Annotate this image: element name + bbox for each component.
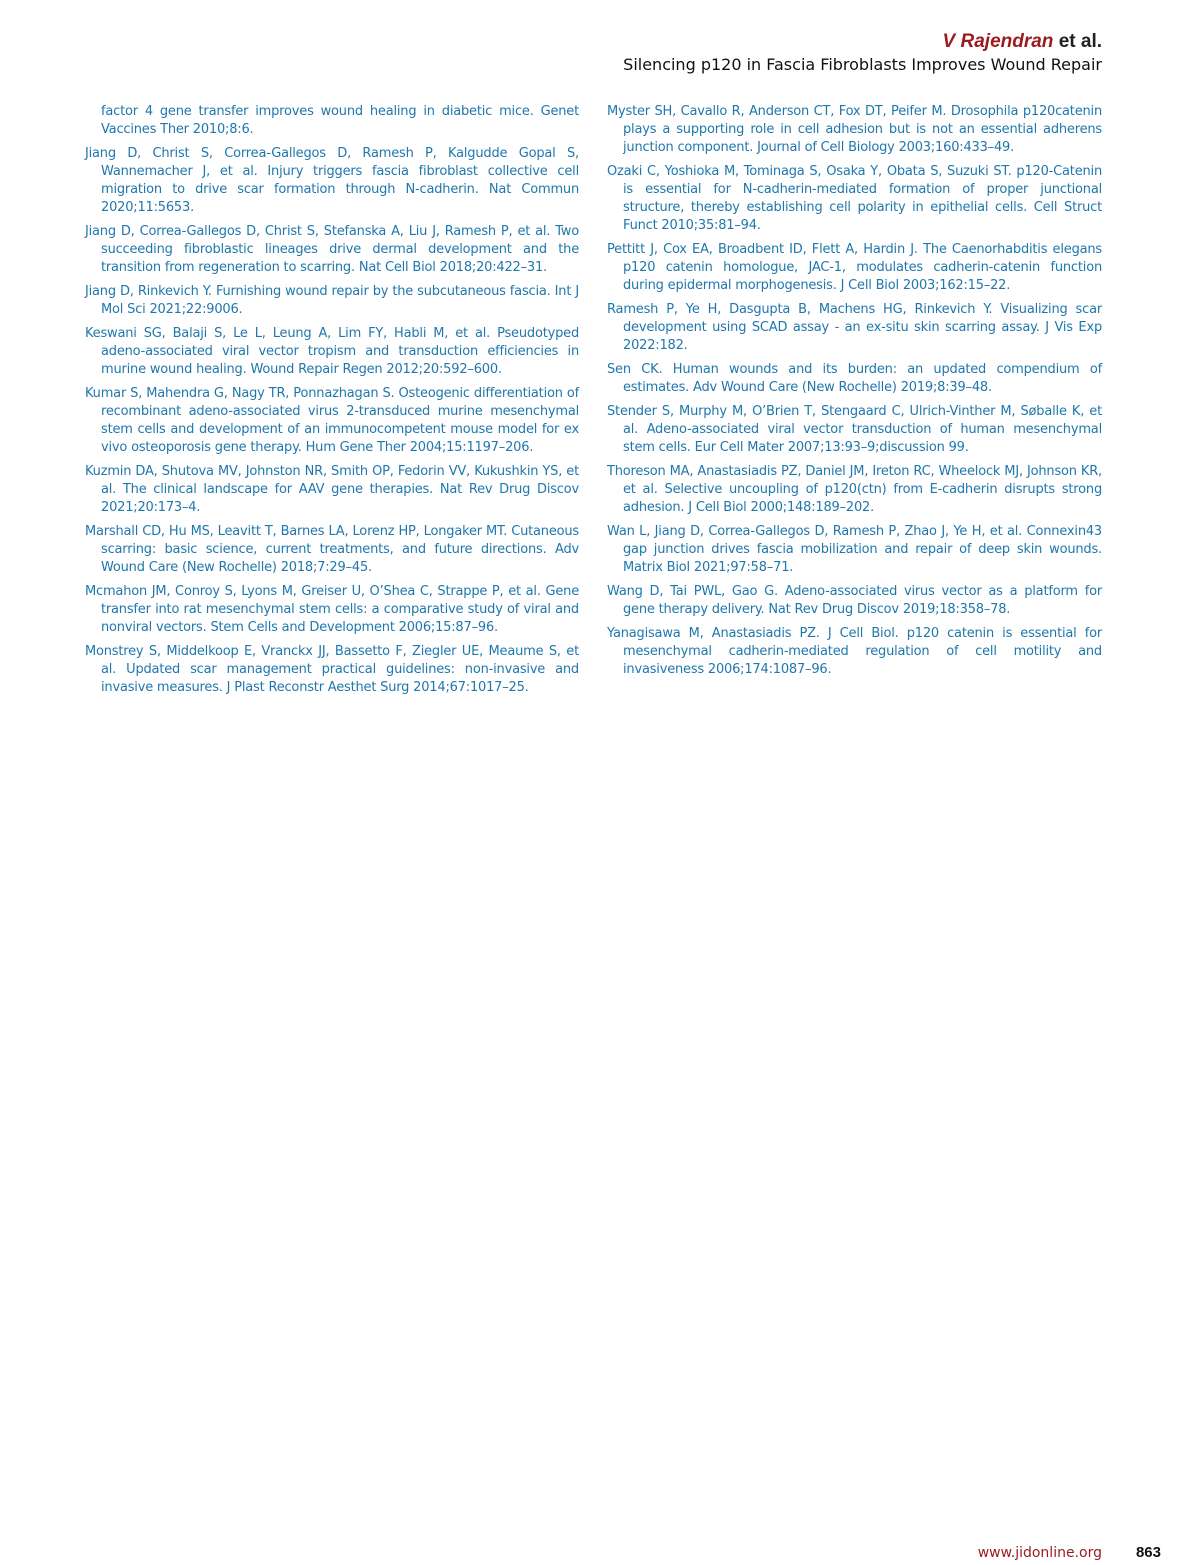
reference-item[interactable]: Monstrey S, Middelkoop E, Vranckx JJ, Bassetto F, Ziegler UE, Meaume S, et al. Updated scar management practical guidelines: non-invasive and invasive measures. J Plast Reconstr Aesthet Surg 2014;67:1017–25. — [85, 644, 579, 695]
running-header — [623, 30, 1102, 75]
reference-item[interactable]: Keswani SG, Balaji S, Le L, Leung A, Lim FY, Habli M, et al. Pseudotyped adeno-associated viral vector tropism and transduction efficiencies in murine wound healing. Wound Repair Regen 2012;20:592–600. — [85, 326, 579, 377]
reference-item[interactable]: Kuzmin DA, Shutova MV, Johnston NR, Smith OP, Fedorin VV, Kukushkin YS, et al. The clinical landscape for AAV gene therapies. Nat Rev Drug Discov 2021;20:173–4. — [85, 464, 579, 515]
author-name: V Rajendran — [942, 31, 1054, 52]
article-short-title: Silencing p120 in Fascia Fibroblasts Improves Wound Repair — [623, 55, 1102, 74]
reference-item[interactable]: Wang D, Tai PWL, Gao G. Adeno-associated virus vector as a platform for gene therapy delivery. Nat Rev Drug Discov 2019;18:358–78. — [607, 584, 1102, 617]
reference-item[interactable]: Mcmahon JM, Conroy S, Lyons M, Greiser U, O’Shea C, Strappe P, et al. Gene transfer into rat mesenchymal stem cells: a comparative study of viral and nonviral vectors. Stem Cells and Development 2006;15:87–96. — [85, 584, 579, 635]
page-number: 863 — [1135, 1544, 1161, 1561]
reference-item[interactable]: Sen CK. Human wounds and its burden: an updated compendium of estimates. Adv Wound Care (New Rochelle) 2019;8:39–48. — [607, 362, 1102, 395]
reference-item[interactable]: Thoreson MA, Anastasiadis PZ, Daniel JM, Ireton RC, Wheelock MJ, Johnson KR, et al. Selective uncoupling of p120(ctn) from E-cadherin disrupts strong adhesion. J Cell Biol 2000;148:189–202. — [607, 464, 1102, 515]
reference-item[interactable]: Yanagisawa M, Anastasiadis PZ. J Cell Biol. p120 catenin is essential for mesenchymal cadherin-mediated regulation of cell motility and invasiveness 2006;174:1087–96. — [607, 626, 1102, 677]
journal-url-link[interactable]: www.jidonline.org — [977, 1545, 1102, 1561]
reference-item[interactable]: Jiang D, Correa-Gallegos D, Christ S, Stefanska A, Liu J, Ramesh P, et al. Two succeeding fibroblastic lineages drive dermal development and the transition from regeneration to scarring. Nat Cell Biol 2018;20:422–31. — [85, 224, 579, 275]
reference-item[interactable]: Wan L, Jiang D, Correa-Gallegos D, Ramesh P, Zhao J, Ye H, et al. Connexin43 gap junction drives fascia mobilization and repair of deep skin wounds. Matrix Biol 2021;97:58–71. — [607, 524, 1102, 575]
reference-item[interactable]: Jiang D, Christ S, Correa-Gallegos D, Ramesh P, Kalgudde Gopal S, Wannemacher J, et al. Injury triggers fascia fibroblast collective cell migration to drive scar formation through N-cadherin. Nat Commun 2020;11:5653. — [85, 146, 579, 215]
reference-item[interactable]: factor 4 gene transfer improves wound healing in diabetic mice. Genet Vaccines Ther 2010;8:6. — [101, 104, 579, 137]
references-right-column — [607, 103, 1102, 685]
reference-item[interactable]: Myster SH, Cavallo R, Anderson CT, Fox DT, Peifer M. Drosophila p120catenin plays a supporting role in cell adhesion but is not an essential adherens junction component. Journal of Cell Biology 2003;160:433–49. — [607, 104, 1102, 155]
reference-item[interactable]: Marshall CD, Hu MS, Leavitt T, Barnes LA, Lorenz HP, Longaker MT. Cutaneous scarring: basic science, current treatments, and future directions. Adv Wound Care (New Rochelle) 2018;7:29–45. — [85, 524, 579, 575]
author-line — [623, 30, 1102, 54]
author-suffix: et al. — [1053, 31, 1102, 52]
reference-item[interactable]: Pettitt J, Cox EA, Broadbent ID, Flett A, Hardin J. The Caenorhabditis elegans p120 catenin homologue, JAC-1, modulates cadherin-catenin function during epidermal morphogenesis. J Cell Biol 2003;162:15–22. — [607, 242, 1102, 293]
reference-item[interactable]: Ozaki C, Yoshioka M, Tominaga S, Osaka Y, Obata S, Suzuki ST. p120-Catenin is essential for N-cadherin-mediated formation of proper junctional structure, thereby establishing cell polarity in epithelial cells. Cell Struct Funct 2010;35:81–94. — [607, 164, 1102, 233]
reference-item[interactable]: Ramesh P, Ye H, Dasgupta B, Machens HG, Rinkevich Y. Visualizing scar development using SCAD assay - an ex-situ skin scarring assay. J Vis Exp 2022:182. — [607, 302, 1102, 353]
references-left-column — [85, 103, 579, 703]
reference-item[interactable]: Kumar S, Mahendra G, Nagy TR, Ponnazhagan S. Osteogenic differentiation of recombinant adeno-associated virus 2-transduced murine mesenchymal stem cells and development of an immunocompetent mouse model for ex vivo osteoporosis gene therapy. Hum Gene Ther 2004;15:1197–206. — [85, 386, 579, 455]
page-footer — [0, 1543, 1187, 1563]
reference-item[interactable]: Jiang D, Rinkevich Y. Furnishing wound repair by the subcutaneous fascia. Int J Mol Sci 2021;22:9006. — [85, 284, 579, 317]
reference-item[interactable]: Stender S, Murphy M, O’Brien T, Stengaard C, Ulrich-Vinther M, Søballe K, et al. Adeno-associated viral vector transduction of human mesenchymal stem cells. Eur Cell Mater 2007;13:93–9;discussion 99. — [607, 404, 1102, 455]
